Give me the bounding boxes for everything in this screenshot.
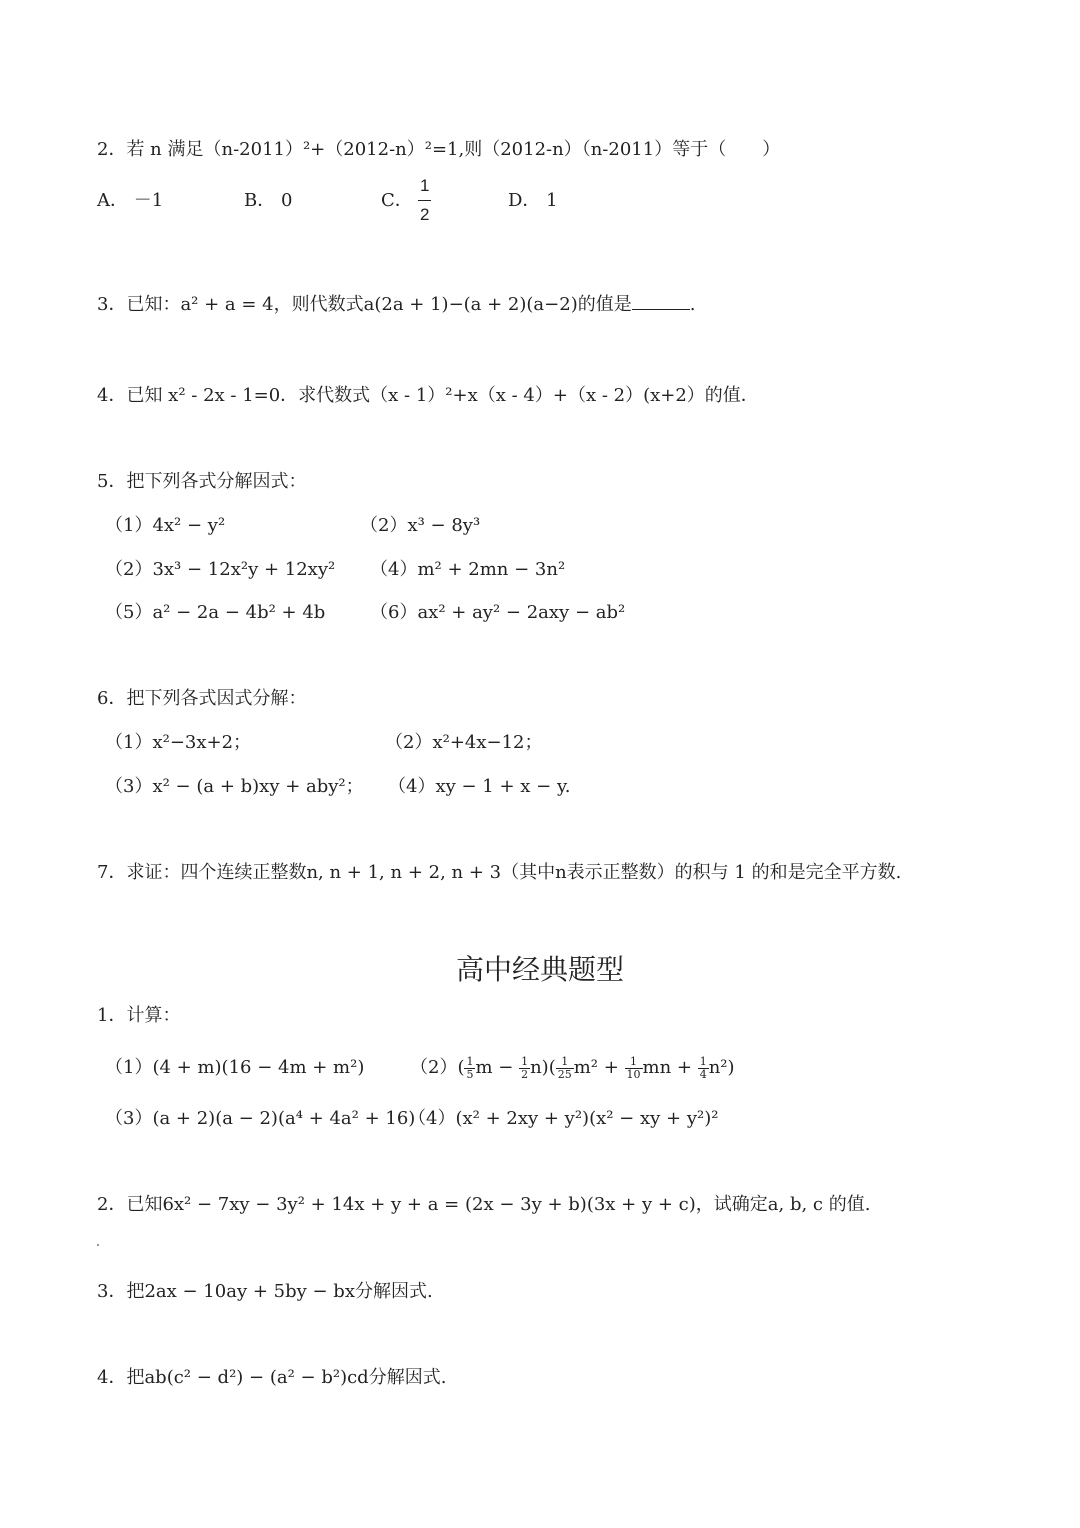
q5-item-1: （1）4x² − y² — [105, 515, 226, 536]
fraction-1-25 — [556, 1056, 574, 1081]
fraction-numerator: 1 — [699, 1054, 707, 1068]
question-5-stem: 5．把下列各式分解因式： — [97, 471, 307, 492]
hs-q1-item-1: （1）(4 + m)(16 − 4m + m²) — [105, 1057, 365, 1078]
q5-item-5: （5）a² − 2a − 4b² + 4b — [105, 602, 326, 623]
option-c-fraction — [418, 172, 431, 229]
q5-item-2: （2）x³ − 8y³ — [360, 515, 481, 536]
option-c-numerator: 1 — [418, 172, 431, 201]
q5-item-4: （4）m² + 2mn − 3n² — [370, 559, 566, 580]
q5-item-3: （2）3x³ − 12x²y + 12xy² — [105, 559, 336, 580]
fraction-numerator: 1 — [466, 1054, 474, 1068]
option-b: B． 0 — [244, 190, 293, 211]
fraction-numerator: 1 — [556, 1056, 574, 1069]
fraction-denominator: 4 — [699, 1067, 707, 1081]
option-c-label: C． — [381, 190, 413, 211]
question-2-stem: 2．若 n 满足（n-2011）²+（2012-n）²=1,则（2012-n）（n-2011）等于（ ） — [97, 139, 781, 160]
hs-question-1-stem: 1．计算： — [97, 1005, 181, 1026]
fraction-numerator: 1 — [625, 1056, 643, 1069]
hs-question-4: 4．把ab(c² − d²) − (a² − b²)cd分解因式. — [97, 1367, 447, 1388]
question-7: 7．求证：四个连续正整数n, n + 1, n + 2, n + 3（其中n表示正整数）的积与 1 的和是完全平方数. — [97, 862, 902, 883]
fraction-1-10 — [625, 1056, 643, 1081]
fraction-denominator: 10 — [626, 1067, 641, 1081]
fraction-1-5 — [464, 1056, 475, 1081]
term: m − — [475, 1057, 520, 1078]
q6-item-1: （1）x²−3x+2； — [105, 732, 252, 753]
hs-question-2: 2．已知6x² − 7xy − 3y² + 14x + y + a = (2x − 3y + b)(3x + y + c)，试确定a, b, c 的值. — [97, 1194, 871, 1215]
term: m² + — [573, 1057, 625, 1078]
hs-question-3: 3．把2ax − 10ay + 5by − bx分解因式. — [97, 1281, 433, 1302]
option-d: D． 1 — [508, 190, 558, 211]
question-6-stem: 6．把下列各式因式分解： — [97, 688, 307, 709]
question-3-text: 3．已知：a² + a = 4，则代数式a(2a + 1)−(a + 2)(a−2)的值是 — [97, 294, 632, 315]
answer-blank — [632, 291, 690, 310]
term: n)( — [530, 1057, 556, 1078]
term: n²) — [708, 1057, 735, 1078]
hs-q1-item-2 — [410, 1051, 735, 1085]
hs-q1-item-2-label: （2）( — [410, 1057, 465, 1078]
section-title: 高中经典题型 — [455, 953, 624, 986]
hs-q1-item-4: （4）(x² + 2xy + y²)(x² − xy + y²)² — [408, 1108, 719, 1129]
fraction-denominator: 25 — [557, 1067, 572, 1081]
fraction-denominator: 2 — [521, 1067, 529, 1081]
q6-item-2: （2）x²+4x−12； — [385, 732, 543, 753]
q6-item-3: （3）x² − (a + b)xy + aby²； — [105, 776, 364, 797]
fraction-1-2 — [519, 1056, 530, 1081]
hs-q1-item-3: （3）(a + 2)(a − 2)(a⁴ + 4a² + 16) — [105, 1108, 416, 1129]
term: mn + — [642, 1057, 698, 1078]
fraction-numerator: 1 — [521, 1054, 529, 1068]
q6-item-4: （4）xy − 1 + x − y. — [388, 776, 571, 797]
fraction-1-4 — [698, 1056, 709, 1081]
fraction-denominator: 5 — [466, 1067, 474, 1081]
q5-item-6: （6）ax² + ay² − 2axy − ab² — [370, 602, 626, 623]
option-a: A． －1 — [97, 190, 164, 211]
option-c-denominator: 2 — [420, 205, 430, 224]
question-3 — [97, 291, 695, 317]
question-3-end: . — [689, 294, 696, 315]
question-4: 4．已知 x² - 2x - 1=0．求代数式（x - 1）²+x（x - 4）+（x - 2）(x+2）的值． — [97, 385, 759, 406]
stray-mark — [97, 1244, 99, 1246]
